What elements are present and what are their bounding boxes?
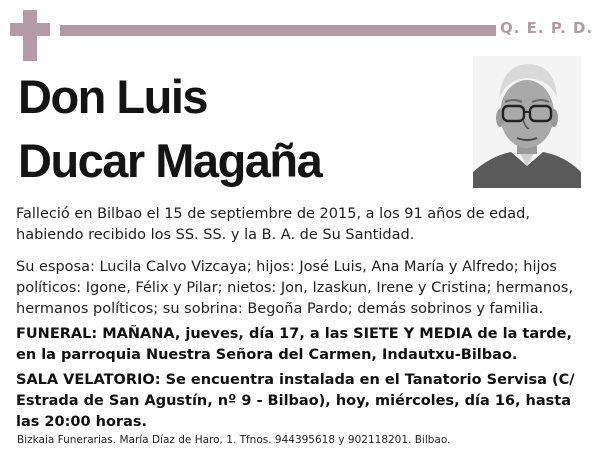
family-list-text: Su esposa: Lucila Calvo Vizcaya; hijos: José Luis, Ana María y Alfredo; hijos políticos: Igone, Félix y Pilar; nietos: Jon, Izaskun, Irene y Cristina; hermanos, hermanos políticos; su sobrina: Begoña Pardo; demás sobrinos y familia. — [16, 259, 574, 317]
portrait-photo — [473, 56, 581, 188]
funeral-home-footer: Bizkaia Funerarias. María Díaz de Haro, 1. Tfnos. 944395618 y 902118201. Bilbao. — [17, 434, 451, 446]
wake-room-details-text: SALA VELATORIO: Se encuentra instalada en el Tanatorio Servisa (C/ Estrada de San Agustín, nº 9 - Bilbao), hoy, miércoles, día 16, hasta las 20:00 horas. — [16, 372, 575, 430]
cross-icon-horizontal — [10, 23, 50, 36]
qepd-label: Q. E. P. D. — [500, 19, 594, 37]
funeral-details-text: FUNERAL: MAÑANA, jueves, día 17, a las SIETE Y MEDIA de la tarde, en la parroquia Nuestra Señora del Carmen, Indautxu-Bilbao. — [16, 326, 572, 363]
deceased-name-line1: Don Luis — [18, 70, 208, 123]
death-announcement-text: Falleció en Bilbao el 15 de septiembre de 2015, a los 91 años de edad, habiendo recibido los SS. SS. y la B. A. de Su Santidad. — [16, 206, 530, 243]
header-divider-bar — [60, 25, 496, 36]
deceased-name-line2: Ducar Magaña — [18, 134, 322, 187]
